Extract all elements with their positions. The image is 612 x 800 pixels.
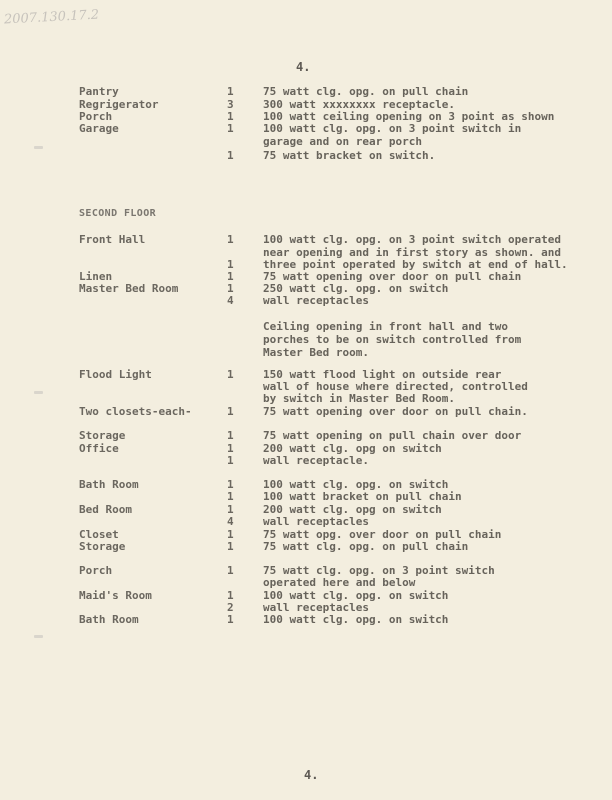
schedule-row [0,392,612,405]
fixture-description: three point operated by switch at end of hall. [263,258,568,271]
fixture-qty: 1 [227,110,234,123]
room-name: Storage [79,540,126,553]
room-name: Office [79,442,119,455]
fixture-description: wall receptacles [263,515,369,528]
schedule-row [0,405,612,418]
fixture-qty: 1 [227,490,234,503]
fixture-qty: 1 [227,122,234,135]
fixture-qty: 1 [227,258,234,271]
fixture-description: 75 watt clg. opg. on pull chain [263,540,469,553]
fixture-description: wall receptacles [263,294,369,307]
schedule-row [0,233,612,246]
fixture-description: 200 watt clg. opg on switch [263,503,442,516]
fixture-description: 100 watt clg. opg. on switch [263,613,449,626]
fixture-description: 75 watt opg. over door on pull chain [263,528,502,541]
fixture-qty: 1 [227,442,234,455]
schedule-row [0,429,612,442]
fixture-qty: 1 [227,613,234,626]
schedule-row [0,576,612,589]
fixture-qty: 4 [227,294,234,307]
fixture-description: 75 watt clg. opg. on pull chain [263,85,469,98]
fixture-description: 75 watt clg. opg. on 3 point switch [263,564,495,577]
room-name: Maid's Room [79,589,152,602]
fixture-description: 250 watt clg. opg. on switch [263,282,449,295]
fixture-qty: 1 [227,282,234,295]
room-name: Bath Room [79,613,139,626]
schedule-row [0,85,612,98]
fixture-description: 100 watt bracket on pull chain [263,490,462,503]
fixture-qty: 1 [227,564,234,577]
room-name: Bath Room [79,478,139,491]
room-name: Garage [79,122,119,135]
fixture-description: 150 watt flood light on outside rear [263,368,502,381]
fixture-description: wall of house where directed, controlled [263,380,528,393]
schedule-row [0,490,612,503]
schedule-row [0,122,612,135]
fixture-description: 75 watt bracket on switch. [263,149,436,162]
fixture-description: 75 watt opening over door on pull chain. [263,405,528,418]
schedule-row [0,294,612,307]
fixture-description: 100 watt ceiling opening on 3 point as shown [263,110,555,123]
fixture-qty: 1 [227,85,234,98]
room-name: Master Bed Room [79,282,179,295]
schedule-row [0,149,612,162]
fixture-qty: 1 [227,528,234,541]
fixture-qty: 1 [227,270,234,283]
fixture-description: 200 watt clg. opg on switch [263,442,442,455]
schedule-row [0,540,612,553]
fixture-qty: 1 [227,368,234,381]
fixture-qty: 1 [227,233,234,246]
fixture-qty: 1 [227,503,234,516]
page-number-bottom: 4. [304,768,319,782]
room-name: Bed Room [79,503,132,516]
fixture-qty: 4 [227,515,234,528]
fixture-qty: 1 [227,540,234,553]
fixture-description: operated here and below [263,576,416,589]
fixture-description: 100 watt clg. opg. on switch [263,589,449,602]
fixture-description: 100 watt clg. opg. on switch [263,478,449,491]
room-name: Porch [79,110,113,123]
fixture-qty: 1 [227,478,234,491]
room-name: Closet [79,528,119,541]
fixture-description: by switch in Master Bed Room. [263,392,456,405]
page-number-top: 4. [296,60,311,74]
fixture-qty: 2 [227,601,234,614]
handwritten-reference: 2007.130.17.2 [3,7,100,28]
punch-hole-mark [34,635,43,638]
fixture-description: 75 watt opening over door on pull chain [263,270,522,283]
room-name: Porch [79,564,113,577]
fixture-qty: 1 [227,429,234,442]
fixture-qty: 1 [227,149,234,162]
fixture-qty: 1 [227,405,234,418]
schedule-row [0,515,612,528]
switch-note: Ceiling opening in front hall and two porches to be on switch controlled from Master Bed room. [263,320,522,359]
room-name: Pantry [79,85,119,98]
schedule-row [0,454,612,467]
fixture-description: near opening and in first story as shown. and [263,246,562,259]
room-name: Regrigerator [79,98,159,111]
fixture-description: 300 watt xxxxxxxx receptacle. [263,98,456,111]
room-name: Two closets-each- [79,405,192,418]
fixture-description: 100 watt clg. opg. on 3 point switch in [263,122,522,135]
fixture-description: wall receptacles [263,601,369,614]
fixture-description: garage and on rear porch [263,135,422,148]
room-name: Storage [79,429,126,442]
room-name: Flood Light [79,368,152,381]
fixture-qty: 1 [227,589,234,602]
fixture-qty: 1 [227,454,234,467]
schedule-row [0,135,612,148]
fixture-qty: 3 [227,98,234,111]
fixture-description: 100 watt clg. opg. on 3 point switch operated [263,233,562,246]
fixture-description: 75 watt opening on pull chain over door [263,429,522,442]
schedule-row [0,613,612,626]
room-name: Front Hall [79,233,146,246]
fixture-description: wall receptacle. [263,454,369,467]
room-name: Linen [79,270,113,283]
section-heading-second-floor: SECOND FLOOR [79,208,157,219]
